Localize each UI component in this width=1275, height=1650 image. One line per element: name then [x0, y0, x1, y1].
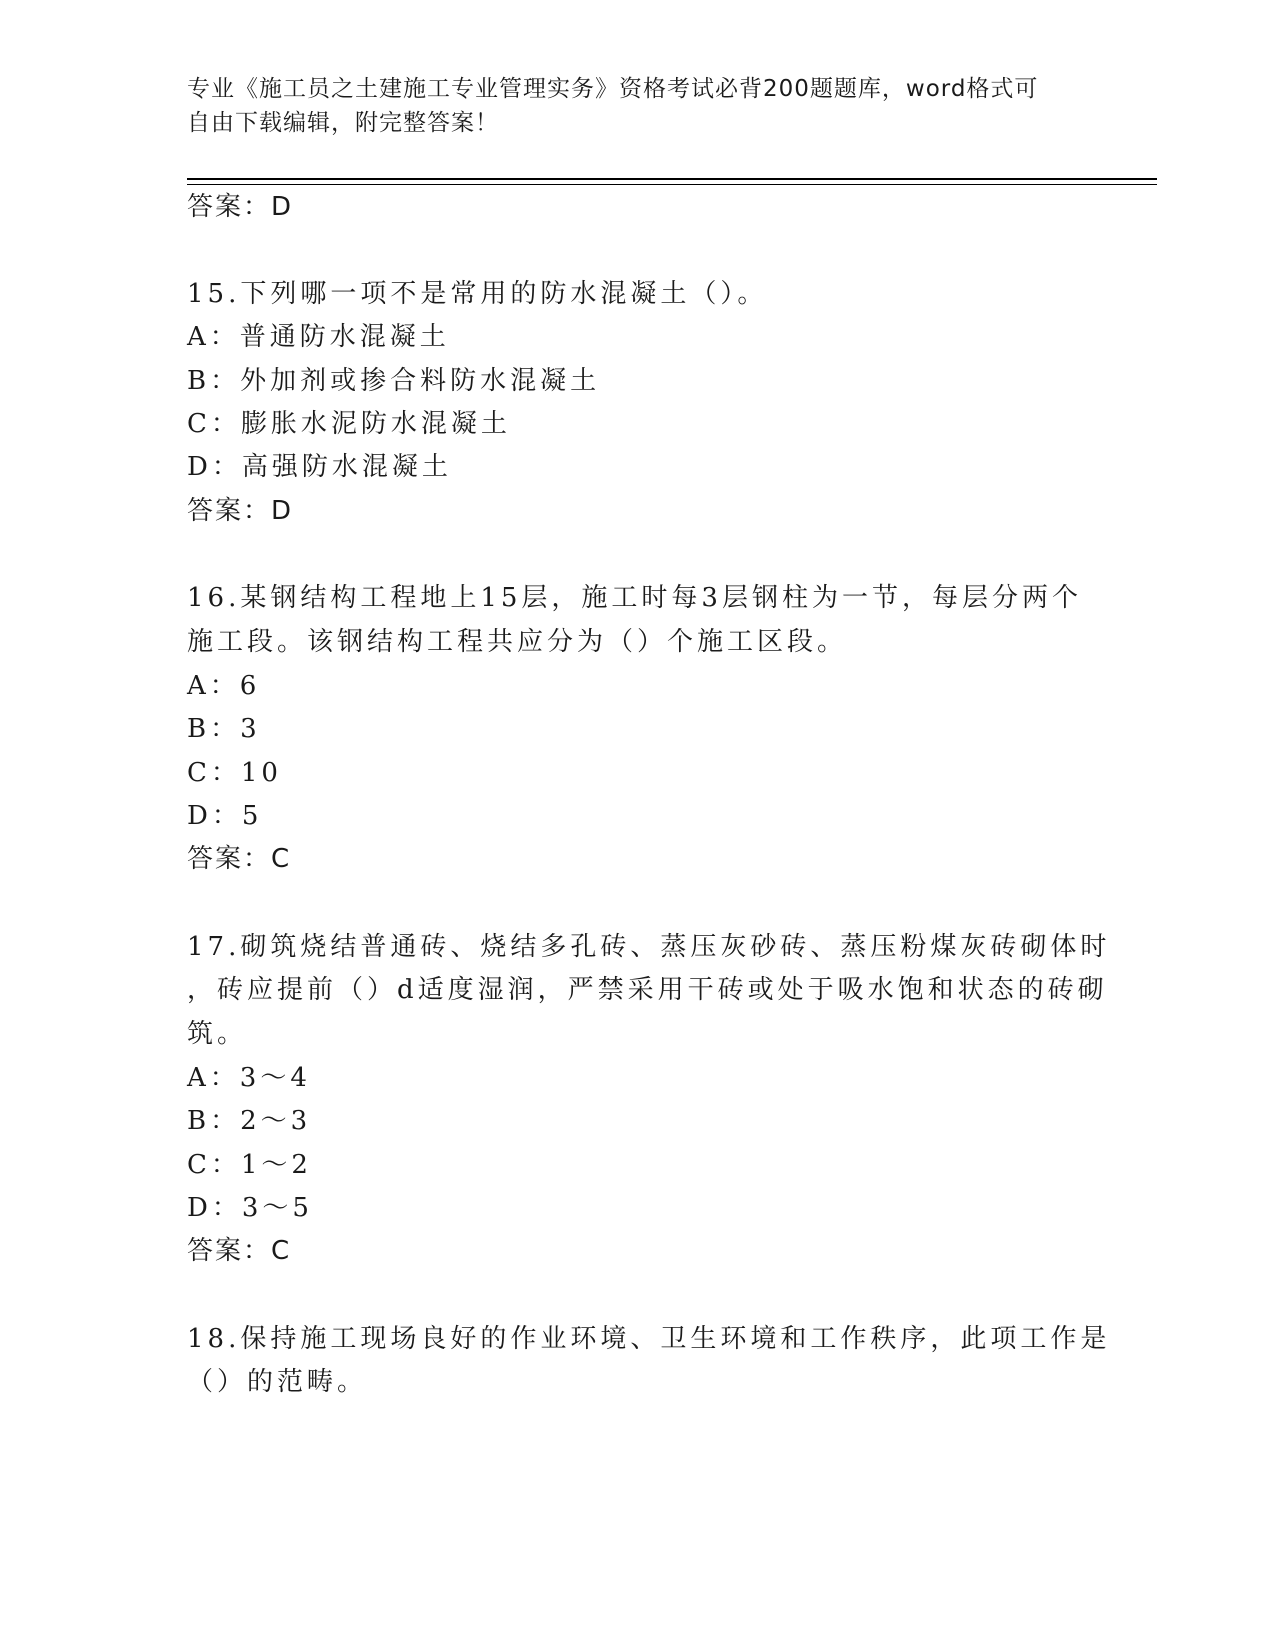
question-16-option-b: B：3 — [187, 714, 261, 744]
answer-q17: 答案：C — [187, 1236, 292, 1266]
question-16-option-c: C：10 — [187, 758, 282, 788]
question-17-option-b: B：2～3 — [187, 1106, 312, 1136]
question-18-stem-line-1: 18.保持施工现场良好的作业环境、卫生环境和工作秩序，此项工作是 — [187, 1324, 1111, 1354]
header-divider-thin — [187, 184, 1157, 185]
question-15-option-a: A：普通防水混凝土 — [187, 322, 450, 352]
question-16-option-d: D：5 — [187, 801, 263, 831]
question-16-stem-line-2: 施工段。该钢结构工程共应分为（）个施工区段。 — [187, 627, 848, 657]
question-17-option-d: D：3～5 — [187, 1193, 313, 1223]
question-17-stem-line-2: ，砖应提前（）d适度湿润，严禁采用干砖或处于吸水饱和状态的砖砌 — [187, 975, 1108, 1005]
answer-q16: 答案：C — [187, 844, 292, 874]
answer-q15: 答案：D — [187, 496, 294, 526]
question-17-stem-line-1: 17.砌筑烧结普通砖、烧结多孔砖、蒸压灰砂砖、蒸压粉煤灰砖砌体时 — [187, 932, 1111, 962]
question-17-stem-line-3: 筑。 — [187, 1019, 248, 1049]
question-15-option-c: C：膨胀水泥防水混凝土 — [187, 409, 511, 439]
question-15-option-d: D：高强防水混凝土 — [187, 452, 452, 482]
question-17-option-a: A：3～4 — [187, 1063, 311, 1093]
question-18-stem-line-2: （）的范畴。 — [187, 1367, 368, 1397]
header-divider-thick — [187, 178, 1157, 180]
question-17-option-c: C：1～2 — [187, 1150, 312, 1180]
question-16-stem-line-1: 16.某钢结构工程地上15层，施工时每3层钢柱为一节，每层分两个 — [187, 583, 1082, 613]
question-15-stem-line-1: 15.下列哪一项不是常用的防水混凝土（）。 — [187, 279, 768, 309]
answer-q14: 答案：D — [187, 192, 294, 222]
question-16-option-a: A：6 — [187, 671, 261, 701]
question-15-option-b: B：外加剂或掺合料防水混凝土 — [187, 366, 601, 396]
document-header — [187, 72, 1067, 140]
header-line-1: 专业《施工员之土建施工专业管理实务》资格考试必背200题题库，word格式可 — [187, 76, 1039, 102]
header-line-2: 自由下载编辑，附完整答案！ — [187, 110, 499, 136]
